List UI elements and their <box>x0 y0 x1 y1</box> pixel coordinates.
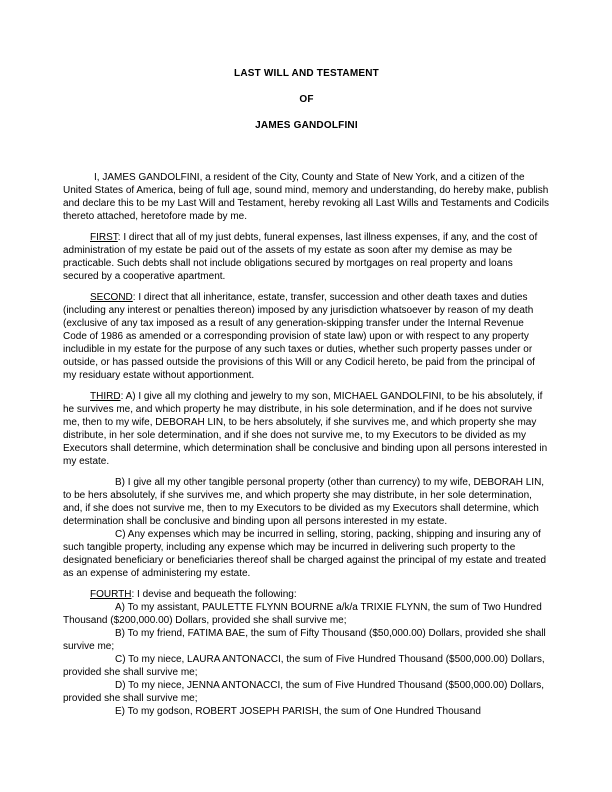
document-title: LAST WILL AND TESTAMENT <box>234 68 379 79</box>
fourth-item-e: E) To my godson, ROBERT JOSEPH PARISH, the sum of One Hundred Thousand <box>115 706 481 717</box>
section-third-text: : A) I give all my clothing and jewelry to my son, MICHAEL GANDOLFINI, to be his absolutely, if he survives me, and which property he may distribute, in his sole determination, and if he does not survive me, then to my wife, DEBORAH LIN, to be hers absolutely, if she survives me, and which property she may distribute, in her sole determination, and if she does not survive me, to my Executors to be divided as my Executors shall determine, which determination shall be conclusive and binding upon all persons interested in my estate. <box>63 391 548 467</box>
fourth-item-c: C) To my niece, LAURA ANTONACCI, the sum of Five Hundred Thousand ($500,000.00) Dollars, provided she shall survive me; <box>63 654 545 678</box>
section-second-text: : I direct that all inheritance, estate, transfer, succession and other death taxes and duties (including any interest or penalties thereon) imposed by any jurisdiction whatsoever by reason of my death (exclusive of any tax imposed as a result of any generation-skipping transfer under the Internal Revenue Code of 1986 as amended or a corresponding provision of state law) upon or with respect to any property includible in my estate for the purpose of any such taxes or duties, whether such property passes under or outside, or has passed outside the provisions of this Will or any Codicil hereto, be paid from the principal of my residuary estate without apportionment. <box>63 292 535 381</box>
section-third-heading: THIRD <box>90 391 121 402</box>
section-fourth <box>63 588 550 601</box>
intro-paragraph: I, JAMES GANDOLFINI, a resident of the City, County and State of New York, and a citizen of the United States of America, being of full age, sound mind, memory and understanding, do hereby make, publish and declare this to be my Last Will and Testament, hereby revoking all Last Wills and Testaments and Codicils thereto attached, heretofore made by me. <box>63 172 549 222</box>
section-fourth-heading: FOURTH <box>90 589 132 600</box>
section-second <box>63 291 550 382</box>
third-subparagraph-b: B) I give all my other tangible personal property (other than currency) to my wife, DEBORAH LIN, to be hers absolutely, if she survives me, and which property she may distribute, in her sole determination, and, if she does not survive me, then to my Executors to be divided as my Executors shall determine, which determination shall be conclusive and binding upon all persons interested in my estate. <box>63 477 545 527</box>
section-fourth-text: : I devise and bequeath the following: <box>131 589 297 600</box>
section-first-heading: FIRST <box>90 232 118 243</box>
fourth-item-b: B) To my friend, FATIMA BAE, the sum of Fifty Thousand ($50,000.00) Dollars, provided she shall survive me; <box>63 628 546 652</box>
third-subparagraph-c: C) Any expenses which may be incurred in selling, storing, packing, shipping and insuring any of such tangible property, including any expense which may be incurred in delivering such property to the designated beneficiary or beneficiaries thereof shall be charged against the principal of my estate and treated as an expense of administering my estate. <box>63 529 547 579</box>
title-of-line: OF <box>299 94 314 105</box>
testator-name: JAMES GANDOLFINI <box>255 120 358 131</box>
fourth-item-d: D) To my niece, JENNA ANTONACCI, the sum of Five Hundred Thousand ($500,000.00) Dollars, provided she shall survive me; <box>63 680 545 704</box>
fourth-item-a: A) To my assistant, PAULETTE FLYNN BOURNE a/k/a TRIXIE FLYNN, the sum of Two Hundred Thousand ($200,000.00) Dollars, provided she shall survive me; <box>63 602 542 626</box>
section-third <box>63 390 550 468</box>
title-block <box>63 67 550 132</box>
section-first <box>63 231 550 283</box>
section-first-text: : I direct that all of my just debts, funeral expenses, last illness expenses, if any, and the cost of administration of my estate be paid out of the assets of my estate as soon after my demise as may be practicable. Such debts shall not include obligations secured by mortgages on real property and loans secured by a cooperative apartment. <box>63 232 538 282</box>
section-second-heading: SECOND <box>90 292 133 303</box>
